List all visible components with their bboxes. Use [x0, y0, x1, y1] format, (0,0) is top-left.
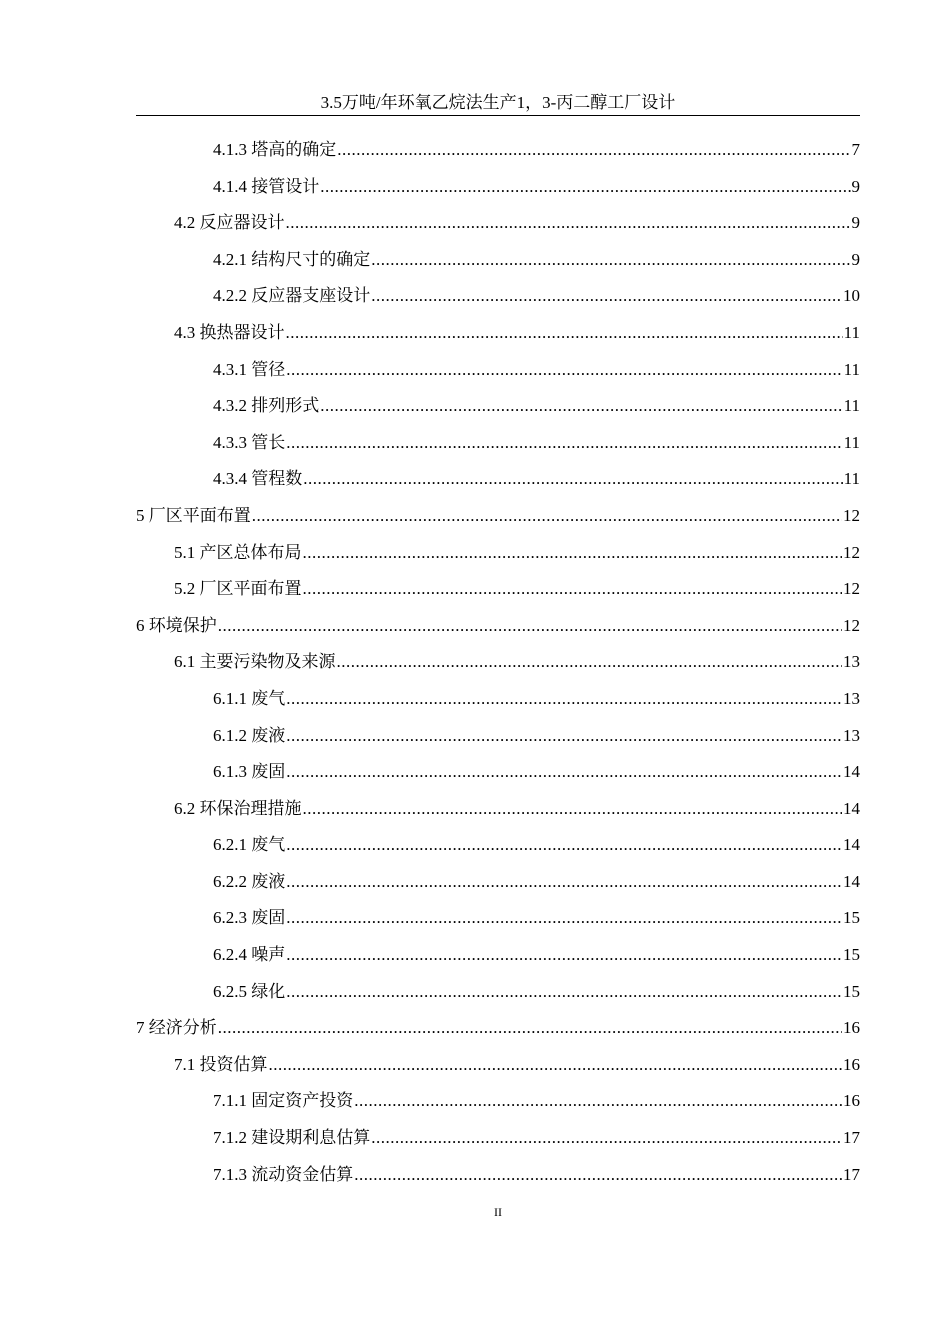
toc-dot-leader	[303, 791, 843, 828]
toc-entry[interactable]	[136, 498, 860, 535]
toc-dot-leader	[286, 864, 842, 901]
toc-entry-title: 6.2.2 废液	[213, 871, 286, 891]
toc-dot-leader	[354, 1157, 842, 1194]
toc-entry-page: 14	[843, 871, 860, 891]
toc-entry-title: 5.2 厂区平面布置	[174, 579, 302, 599]
toc-entry[interactable]	[136, 1047, 860, 1084]
toc-entry-page: 11	[843, 469, 860, 489]
toc-dot-leader	[286, 900, 842, 937]
toc-entry-title: 5 厂区平面布置	[136, 505, 251, 525]
toc-dot-leader	[269, 1047, 843, 1084]
toc-entry-title: 4.2.1 结构尺寸的确定	[213, 249, 371, 269]
toc-entry-title: 4.1.3 塔高的确定	[213, 140, 337, 159]
toc-dot-leader	[286, 681, 842, 718]
toc-entry[interactable]	[136, 608, 860, 645]
toc-entry-page: 7	[851, 140, 860, 159]
toc-dot-leader	[286, 754, 842, 791]
toc-entry-page: 11	[843, 322, 860, 342]
toc-entry[interactable]	[136, 132, 860, 169]
toc-entry-title: 5.1 产区总体布局	[174, 542, 302, 562]
toc-entry[interactable]	[136, 974, 860, 1011]
toc-dot-leader	[286, 352, 842, 389]
toc-entry-title: 7.1.3 流动资金估算	[213, 1164, 354, 1184]
toc-entry-title: 7.1 投资估算	[174, 1054, 268, 1074]
toc-entry[interactable]	[136, 754, 860, 791]
toc-entry-page: 12	[843, 505, 860, 525]
toc-entry-page: 11	[843, 432, 860, 452]
toc-entry[interactable]	[136, 827, 860, 864]
toc-entry-page: 12	[843, 542, 860, 562]
toc-entry[interactable]	[136, 644, 860, 681]
page-number: II	[494, 1205, 502, 1219]
toc-entry[interactable]	[136, 1010, 860, 1047]
toc-dot-leader	[286, 718, 842, 755]
toc-dot-leader	[371, 278, 842, 315]
toc-entry-page: 15	[843, 945, 860, 965]
toc-entry-title: 6.1.1 废气	[213, 688, 286, 708]
toc-entry-page: 17	[843, 1128, 860, 1148]
toc-entry-page: 16	[843, 1018, 860, 1038]
toc-entry-page: 16	[843, 1054, 860, 1074]
toc-entry-page: 13	[843, 725, 860, 745]
toc-entry-title: 4.2.2 反应器支座设计	[213, 286, 371, 306]
toc-entry-page: 14	[843, 762, 860, 782]
toc-dot-leader	[286, 974, 842, 1011]
toc-dot-leader	[286, 315, 843, 352]
header-rule	[136, 115, 860, 116]
toc-entry-page: 11	[843, 396, 860, 416]
toc-dot-leader	[354, 1083, 842, 1120]
toc-entry-title: 6.2 环保治理措施	[174, 798, 302, 818]
toc-entry-page: 14	[843, 798, 860, 818]
toc-entry-title: 6 环境保护	[136, 615, 217, 635]
toc-dot-leader	[286, 937, 842, 974]
toc-dot-leader	[303, 461, 842, 498]
toc-entry[interactable]	[136, 1157, 860, 1194]
toc-entry-page: 13	[843, 652, 860, 672]
toc-entry[interactable]	[136, 388, 860, 425]
toc-entry-title: 7.1.2 建设期利息估算	[213, 1128, 371, 1148]
toc-entry-title: 4.2 反应器设计	[174, 213, 285, 233]
toc-entry-title: 6.2.3 废固	[213, 908, 286, 928]
toc-entry[interactable]	[136, 681, 860, 718]
toc-entry[interactable]	[136, 1083, 860, 1120]
toc-entry-page: 16	[843, 1091, 860, 1111]
toc-entry[interactable]	[136, 461, 860, 498]
toc-entry-page: 17	[843, 1164, 860, 1184]
toc-entry-page: 10	[843, 286, 860, 306]
toc-entry-page: 13	[843, 688, 860, 708]
toc-entry-title: 7.1.1 固定资产投资	[213, 1091, 354, 1111]
toc-entry[interactable]	[136, 242, 860, 279]
toc-entry[interactable]	[136, 205, 860, 242]
toc-entry-title: 6.2.1 废气	[213, 835, 286, 855]
toc-entry[interactable]	[136, 791, 860, 828]
toc-entry[interactable]	[136, 1120, 860, 1157]
toc-entry[interactable]	[136, 278, 860, 315]
toc-entry-page: 12	[843, 579, 860, 599]
toc-entry-page: 15	[843, 908, 860, 928]
toc-dot-leader	[371, 242, 850, 279]
toc-entry[interactable]	[136, 571, 860, 608]
toc-entry-page: 15	[843, 981, 860, 1001]
toc-entry[interactable]	[136, 169, 860, 206]
toc-entry-title: 7 经济分析	[136, 1018, 217, 1038]
toc-dot-leader	[286, 827, 842, 864]
toc-entry[interactable]	[136, 864, 860, 901]
toc-entry-title: 6.2.5 绿化	[213, 981, 286, 1001]
toc-dot-leader	[371, 1120, 842, 1157]
toc-entry[interactable]	[136, 718, 860, 755]
toc-entry-title: 4.3 换热器设计	[174, 322, 285, 342]
toc-dot-leader	[320, 388, 842, 425]
toc-entry-title: 6.1.2 废液	[213, 725, 286, 745]
toc-entry[interactable]	[136, 900, 860, 937]
toc-entry-page: 14	[843, 835, 860, 855]
toc-entry[interactable]	[136, 937, 860, 974]
page-header: 3.5万吨/年环氧乙烷法生产1，3-丙二醇工厂设计	[320, 93, 676, 112]
toc-entry-page: 9	[851, 249, 860, 269]
toc-entry[interactable]	[136, 535, 860, 572]
toc-entry-title: 6.2.4 噪声	[213, 945, 286, 965]
toc-dot-leader	[320, 169, 850, 206]
toc-entry-title: 4.3.4 管程数	[213, 469, 303, 489]
table-of-contents	[136, 132, 860, 1193]
toc-entry-title: 6.1.3 废固	[213, 762, 286, 782]
toc-dot-leader	[286, 425, 842, 462]
toc-entry-page: 11	[843, 359, 860, 379]
toc-entry-title: 4.1.4 接管设计	[213, 176, 320, 196]
toc-dot-leader	[252, 498, 842, 535]
toc-dot-leader	[303, 571, 843, 608]
toc-dot-leader	[286, 205, 851, 242]
toc-entry[interactable]	[136, 425, 860, 462]
toc-dot-leader	[303, 535, 843, 572]
toc-entry-title: 4.3.3 管长	[213, 432, 286, 452]
toc-entry-title: 6.1 主要污染物及来源	[174, 652, 336, 672]
toc-dot-leader	[337, 132, 850, 169]
toc-dot-leader	[337, 644, 843, 681]
toc-entry-page: 9	[851, 213, 860, 233]
toc-entry-title: 4.3.2 排列形式	[213, 396, 320, 416]
toc-entry-page: 9	[851, 176, 860, 196]
toc-entry-title: 4.3.1 管径	[213, 359, 286, 379]
toc-entry[interactable]	[136, 352, 860, 389]
toc-dot-leader	[218, 608, 842, 645]
toc-entry[interactable]	[136, 315, 860, 352]
toc-dot-leader	[218, 1010, 842, 1047]
toc-entry-page: 12	[843, 615, 860, 635]
